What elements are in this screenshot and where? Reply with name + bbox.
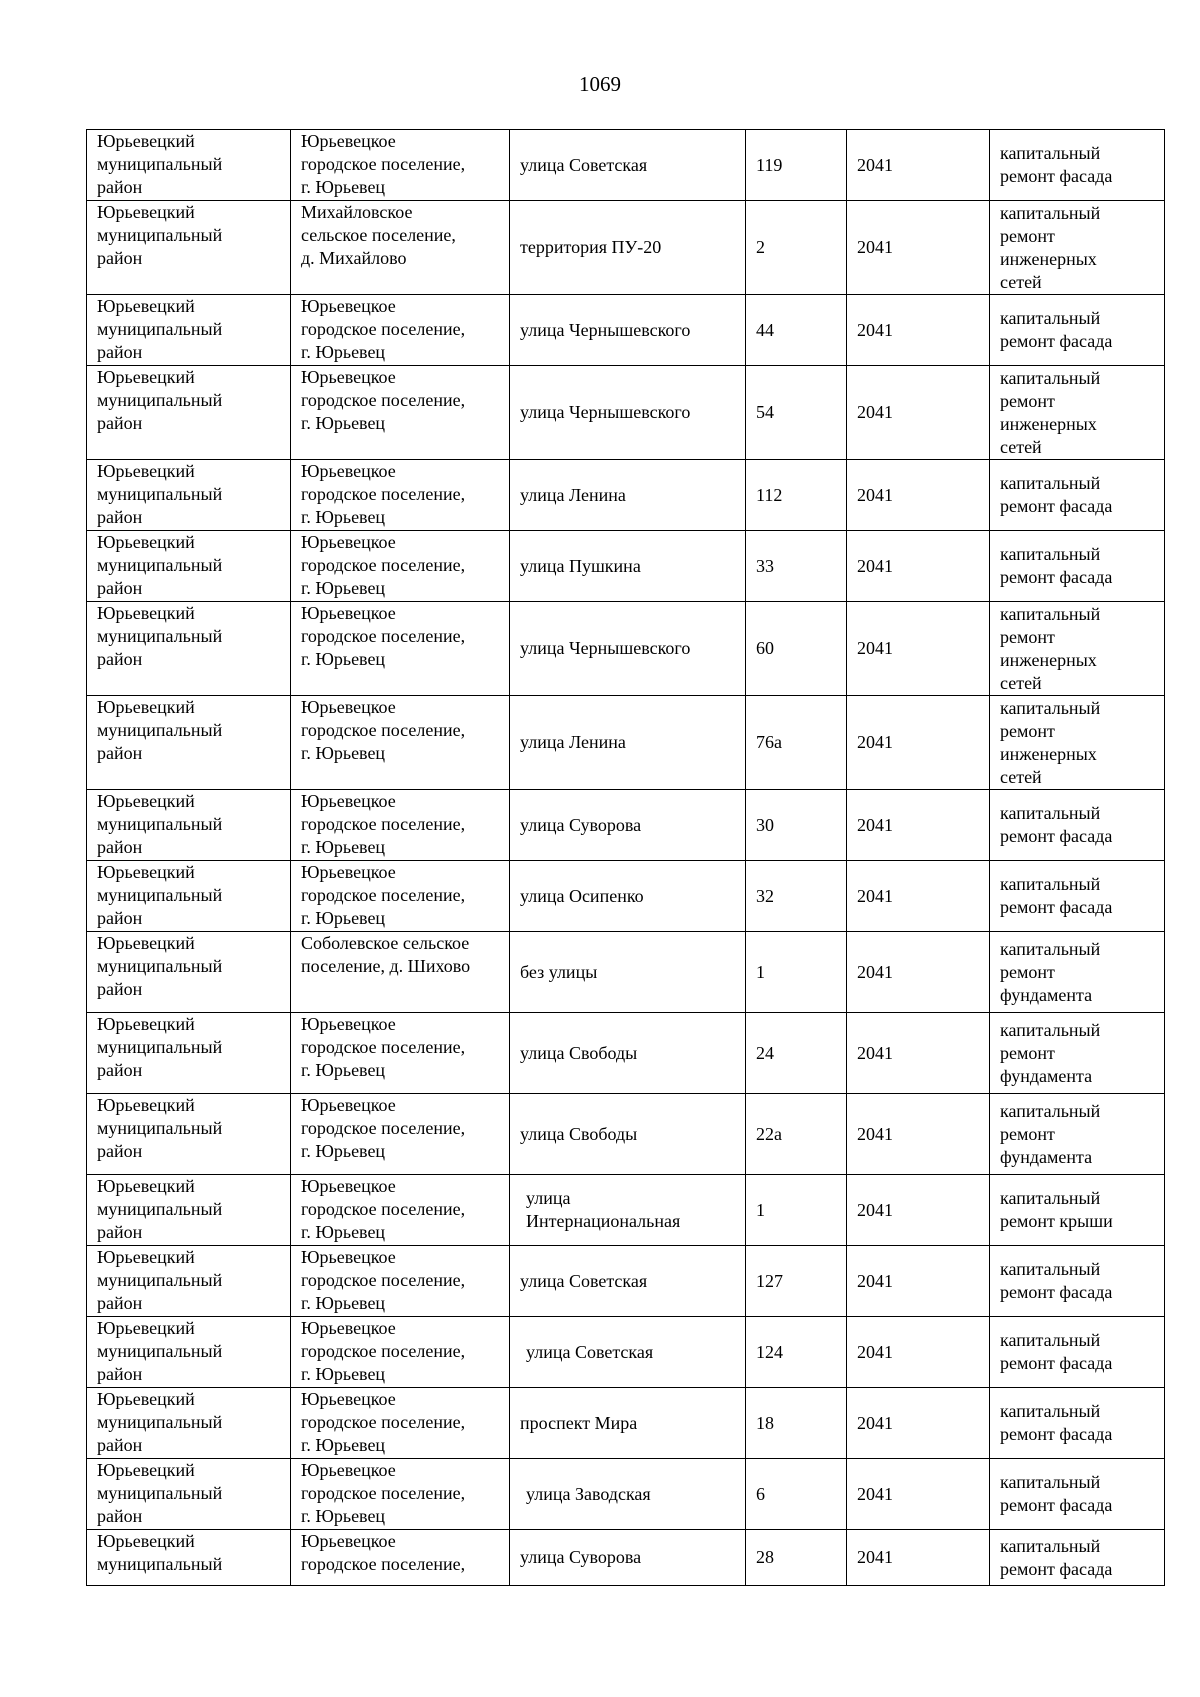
cell-year: 2041	[847, 1246, 990, 1317]
cell-street: улица Советская	[510, 1317, 746, 1388]
cell-house: 22а	[746, 1094, 847, 1175]
cell-year: 2041	[847, 696, 990, 790]
cell-district: Юрьевецкий муниципальный район	[87, 1175, 291, 1246]
table-row	[87, 1013, 1165, 1094]
cell-settlement: Юрьевецкое городское поселение, г. Юрьевец	[291, 1459, 510, 1530]
cell-house: 119	[746, 130, 847, 201]
cell-work: капитальный ремонт фасада	[990, 130, 1165, 201]
table-row	[87, 861, 1165, 932]
cell-settlement: Юрьевецкое городское поселение, г. Юрьевец	[291, 790, 510, 861]
cell-district: Юрьевецкий муниципальный	[87, 1530, 291, 1586]
cell-street: территория ПУ-20	[510, 201, 746, 295]
cell-district: Юрьевецкий муниципальный район	[87, 130, 291, 201]
table-row	[87, 1388, 1165, 1459]
cell-settlement: Соболевское сельское поселение, д. Шихово	[291, 932, 510, 1013]
cell-work: капитальный ремонт фасада	[990, 1317, 1165, 1388]
table-row	[87, 1094, 1165, 1175]
cell-year: 2041	[847, 130, 990, 201]
cell-year: 2041	[847, 1175, 990, 1246]
cell-work: капитальный ремонт фасада	[990, 295, 1165, 366]
cell-settlement: Юрьевецкое городское поселение, г. Юрьевец	[291, 602, 510, 696]
cell-year: 2041	[847, 460, 990, 531]
cell-house: 6	[746, 1459, 847, 1530]
cell-district: Юрьевецкий муниципальный район	[87, 531, 291, 602]
cell-house: 60	[746, 602, 847, 696]
cell-year: 2041	[847, 1317, 990, 1388]
cell-work: капитальный ремонт фасада	[990, 861, 1165, 932]
table-row	[87, 1317, 1165, 1388]
cell-district: Юрьевецкий муниципальный район	[87, 460, 291, 531]
cell-house: 76а	[746, 696, 847, 790]
cell-settlement: Юрьевецкое городское поселение, г. Юрьевец	[291, 1388, 510, 1459]
cell-house: 30	[746, 790, 847, 861]
cell-house: 112	[746, 460, 847, 531]
cell-district: Юрьевецкий муниципальный район	[87, 1094, 291, 1175]
cell-street: улица Советская	[510, 130, 746, 201]
table-row	[87, 1530, 1165, 1586]
cell-work: капитальный ремонт фасада	[990, 790, 1165, 861]
cell-district: Юрьевецкий муниципальный район	[87, 1013, 291, 1094]
cell-district: Юрьевецкий муниципальный район	[87, 696, 291, 790]
cell-settlement: Юрьевецкое городское поселение, г. Юрьевец	[291, 861, 510, 932]
cell-house: 24	[746, 1013, 847, 1094]
cell-district: Юрьевецкий муниципальный район	[87, 861, 291, 932]
cell-street: улица Советская	[510, 1246, 746, 1317]
cell-street: без улицы	[510, 932, 746, 1013]
cell-district: Юрьевецкий муниципальный район	[87, 602, 291, 696]
table-row	[87, 602, 1165, 696]
cell-house: 1	[746, 932, 847, 1013]
table-row	[87, 696, 1165, 790]
cell-work: капитальный ремонт инженерных сетей	[990, 201, 1165, 295]
cell-year: 2041	[847, 1388, 990, 1459]
table-row	[87, 531, 1165, 602]
cell-district: Юрьевецкий муниципальный район	[87, 932, 291, 1013]
cell-work: капитальный ремонт фасада	[990, 1388, 1165, 1459]
cell-house: 18	[746, 1388, 847, 1459]
table-row	[87, 932, 1165, 1013]
cell-work: капитальный ремонт фасада	[990, 460, 1165, 531]
cell-district: Юрьевецкий муниципальный район	[87, 790, 291, 861]
cell-house: 127	[746, 1246, 847, 1317]
cell-street: улица Суворова	[510, 1530, 746, 1586]
cell-settlement: Юрьевецкое городское поселение, г. Юрьевец	[291, 1317, 510, 1388]
cell-year: 2041	[847, 531, 990, 602]
cell-street: улица Свободы	[510, 1094, 746, 1175]
table-row	[87, 790, 1165, 861]
cell-district: Юрьевецкий муниципальный район	[87, 1459, 291, 1530]
table-row	[87, 1175, 1165, 1246]
buildings-table	[86, 129, 1165, 1586]
cell-house: 1	[746, 1175, 847, 1246]
cell-year: 2041	[847, 366, 990, 460]
cell-district: Юрьевецкий муниципальный район	[87, 366, 291, 460]
cell-work: капитальный ремонт фундамента	[990, 1013, 1165, 1094]
cell-year: 2041	[847, 201, 990, 295]
cell-settlement: Юрьевецкое городское поселение, г. Юрьевец	[291, 1246, 510, 1317]
cell-district: Юрьевецкий муниципальный район	[87, 295, 291, 366]
cell-work: капитальный ремонт крыши	[990, 1175, 1165, 1246]
cell-work: капитальный ремонт фасада	[990, 1459, 1165, 1530]
cell-year: 2041	[847, 1094, 990, 1175]
cell-year: 2041	[847, 1459, 990, 1530]
cell-house: 124	[746, 1317, 847, 1388]
table-row	[87, 1246, 1165, 1317]
cell-settlement: Юрьевецкое городское поселение, г. Юрьевец	[291, 1013, 510, 1094]
cell-year: 2041	[847, 1013, 990, 1094]
cell-work: капитальный ремонт инженерных сетей	[990, 366, 1165, 460]
cell-settlement: Юрьевецкое городское поселение,	[291, 1530, 510, 1586]
cell-work: капитальный ремонт фундамента	[990, 1094, 1165, 1175]
cell-street: улица Суворова	[510, 790, 746, 861]
cell-year: 2041	[847, 1530, 990, 1586]
cell-house: 54	[746, 366, 847, 460]
cell-district: Юрьевецкий муниципальный район	[87, 1388, 291, 1459]
cell-settlement: Юрьевецкое городское поселение, г. Юрьевец	[291, 460, 510, 531]
cell-street: улица Чернышевского	[510, 602, 746, 696]
cell-house: 33	[746, 531, 847, 602]
cell-district: Юрьевецкий муниципальный район	[87, 1317, 291, 1388]
cell-settlement: Юрьевецкое городское поселение, г. Юрьевец	[291, 295, 510, 366]
cell-year: 2041	[847, 602, 990, 696]
cell-settlement: Юрьевецкое городское поселение, г. Юрьевец	[291, 696, 510, 790]
cell-year: 2041	[847, 790, 990, 861]
table-row	[87, 366, 1165, 460]
table-row	[87, 1459, 1165, 1530]
table-body	[87, 130, 1165, 1586]
cell-street: улица Интернациональная	[510, 1175, 746, 1246]
cell-settlement: Юрьевецкое городское поселение, г. Юрьевец	[291, 531, 510, 602]
cell-district: Юрьевецкий муниципальный район	[87, 1246, 291, 1317]
cell-work: капитальный ремонт фундамента	[990, 932, 1165, 1013]
cell-settlement: Юрьевецкое городское поселение, г. Юрьевец	[291, 366, 510, 460]
cell-district: Юрьевецкий муниципальный район	[87, 201, 291, 295]
cell-street: улица Ленина	[510, 696, 746, 790]
cell-street: улица Осипенко	[510, 861, 746, 932]
cell-work: капитальный ремонт фасада	[990, 531, 1165, 602]
table-row	[87, 130, 1165, 201]
cell-settlement: Юрьевецкое городское поселение, г. Юрьевец	[291, 1094, 510, 1175]
cell-work: капитальный ремонт инженерных сетей	[990, 696, 1165, 790]
cell-street: улица Ленина	[510, 460, 746, 531]
cell-settlement: Михайловское сельское поселение, д. Михайлово	[291, 201, 510, 295]
cell-house: 28	[746, 1530, 847, 1586]
cell-street: проспект Мира	[510, 1388, 746, 1459]
cell-house: 44	[746, 295, 847, 366]
page-number: 1069	[579, 72, 621, 96]
cell-street: улица Чернышевского	[510, 295, 746, 366]
cell-settlement: Юрьевецкое городское поселение, г. Юрьевец	[291, 1175, 510, 1246]
cell-street: улица Свободы	[510, 1013, 746, 1094]
cell-work: капитальный ремонт фасада	[990, 1246, 1165, 1317]
cell-street: улица Заводская	[510, 1459, 746, 1530]
table-row	[87, 460, 1165, 531]
cell-house: 32	[746, 861, 847, 932]
cell-year: 2041	[847, 295, 990, 366]
cell-year: 2041	[847, 861, 990, 932]
cell-settlement: Юрьевецкое городское поселение, г. Юрьевец	[291, 130, 510, 201]
table-row	[87, 201, 1165, 295]
cell-street: улица Чернышевского	[510, 366, 746, 460]
cell-work: капитальный ремонт фасада	[990, 1530, 1165, 1586]
table-row	[87, 295, 1165, 366]
cell-year: 2041	[847, 932, 990, 1013]
cell-house: 2	[746, 201, 847, 295]
cell-work: капитальный ремонт инженерных сетей	[990, 602, 1165, 696]
cell-street: улица Пушкина	[510, 531, 746, 602]
